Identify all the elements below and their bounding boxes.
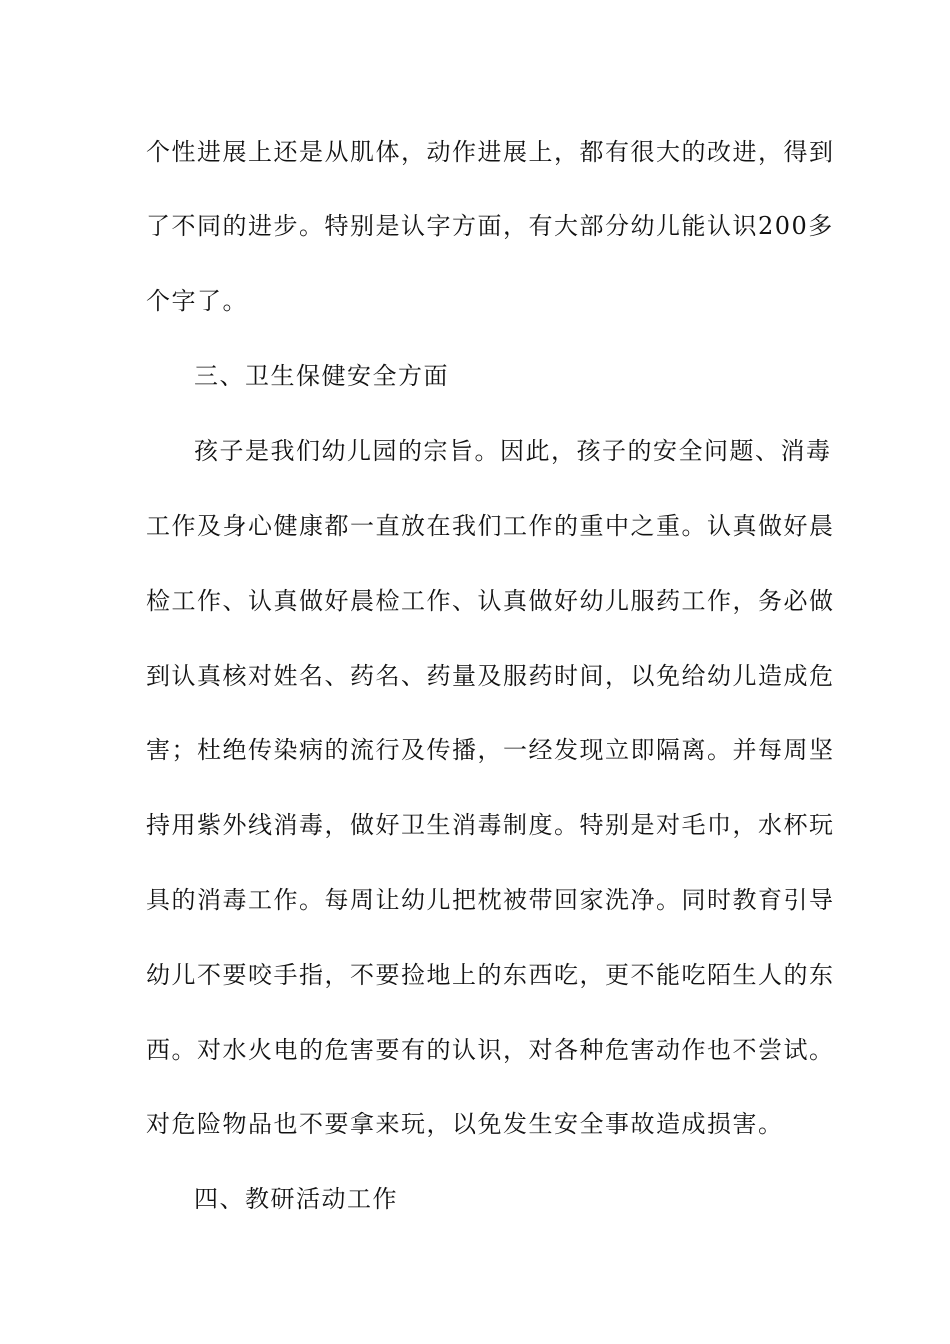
section-heading: 四、教研活动工作 [194, 1185, 398, 1213]
paragraph-line: 个字了。 [146, 287, 248, 315]
paragraph-line: 幼儿不要咬手指，不要捡地上的东西吃，更不能吃陌生人的东 [146, 961, 835, 989]
paragraph-line: 对危险物品也不要拿来玩，以免发生安全事故造成损害。 [146, 1110, 784, 1138]
paragraph-line: 孩子是我们幼儿园的宗旨。因此，孩子的安全问题、消毒 [194, 437, 832, 465]
paragraph-line: 到认真核对姓名、药名、药量及服药时间，以免给幼儿造成危 [146, 662, 835, 690]
section-heading: 三、卫生保健安全方面 [194, 362, 449, 390]
paragraph-line: 害；杜绝传染病的流行及传播，一经发现立即隔离。并每周坚 [146, 736, 835, 764]
paragraph-line: 西。对水火电的危害要有的认识，对各种危害动作也不尝试。 [146, 1036, 835, 1064]
paragraph-line: 具的消毒工作。每周让幼儿把枕被带回家洗净。同时教育引导 [146, 886, 835, 914]
paragraph-line: 检工作、认真做好晨检工作、认真做好幼儿服药工作，务必做 [146, 587, 835, 615]
paragraph-line: 工作及身心健康都一直放在我们工作的重中之重。认真做好晨 [146, 512, 835, 540]
paragraph-line: 个性进展上还是从肌体，动作进展上，都有很大的改进，得到 [146, 138, 835, 166]
paragraph-line: 了不同的进步。特别是认字方面，有大部分幼儿能认识200多 [146, 212, 834, 240]
paragraph-line: 持用紫外线消毒，做好卫生消毒制度。特别是对毛巾，水杯玩 [146, 811, 835, 839]
